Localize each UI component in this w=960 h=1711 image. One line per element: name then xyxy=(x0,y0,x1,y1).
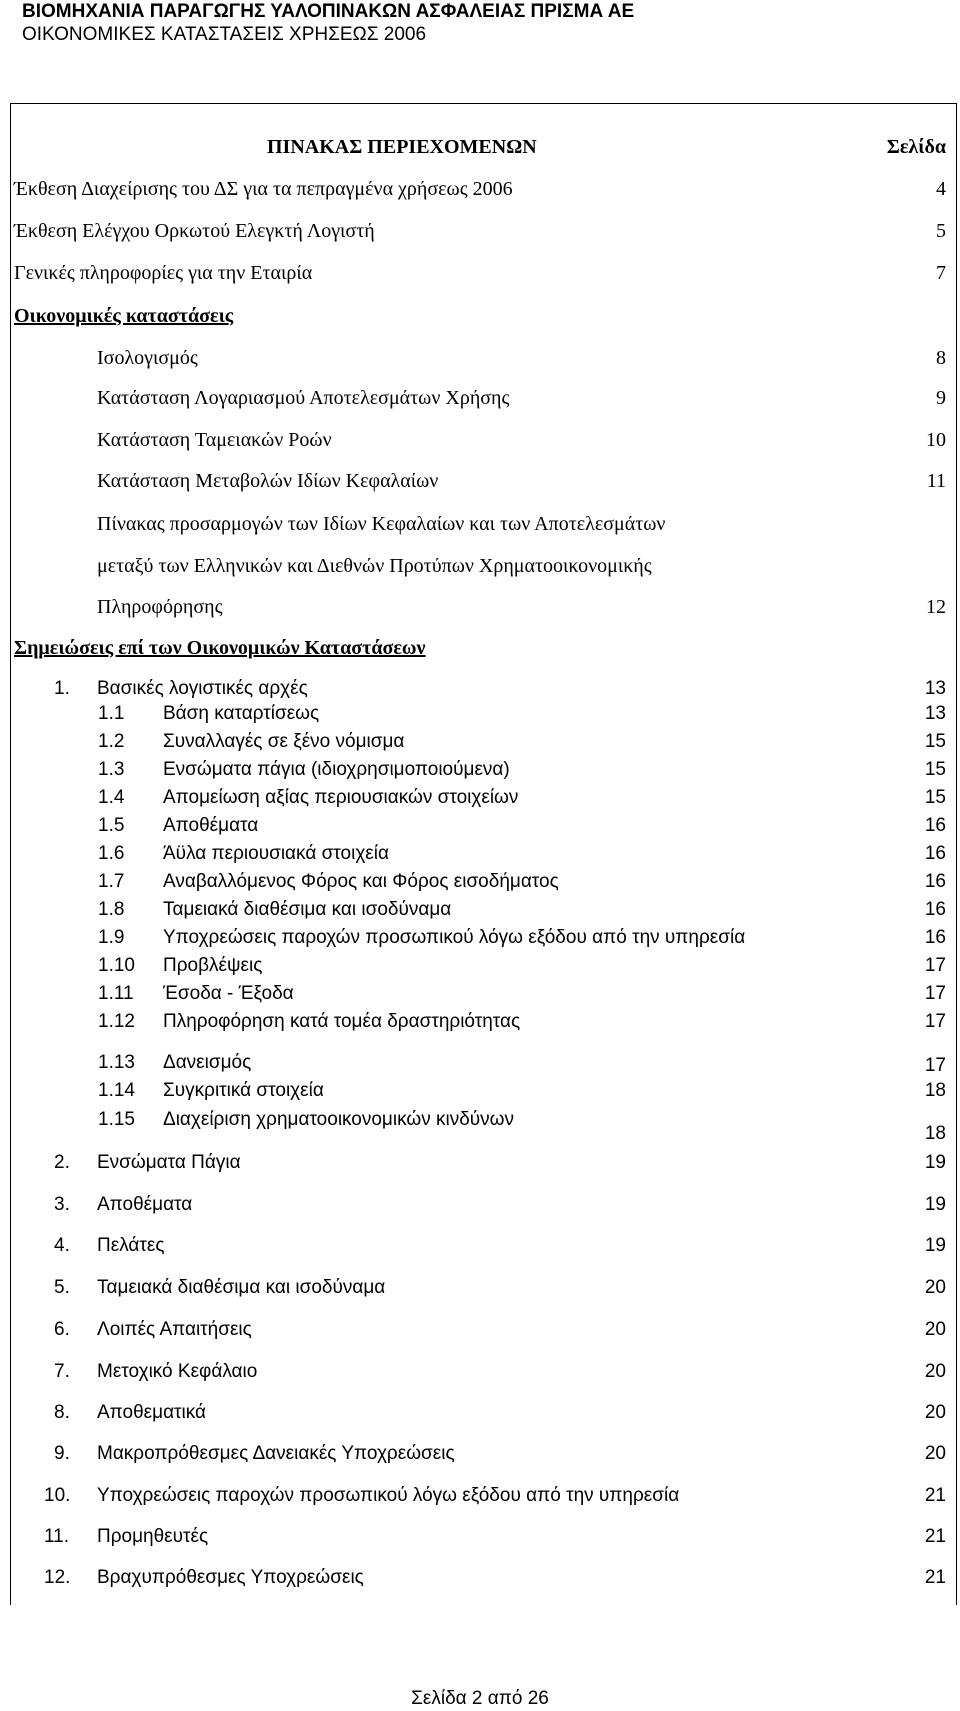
note-label: Αποθέματα xyxy=(97,1194,193,1215)
toc-entry-page: 7 xyxy=(936,262,946,284)
note-label: Υποχρεώσεις παροχών προσωπικού λόγω εξόδου από την υπηρεσία xyxy=(97,1485,680,1506)
note-label: Βασικές λογιστικές αρχές xyxy=(97,678,308,699)
page-footer: Σελίδα 2 από 26 xyxy=(411,1688,549,1709)
sub-item-page: 17 xyxy=(924,1011,946,1032)
toc-entry-page: 10 xyxy=(926,429,946,451)
note-label: Λοιπές Απαιτήσεις xyxy=(97,1319,252,1340)
toc-entry-label: Κατάσταση Μεταβολών Ιδίων Κεφαλαίων xyxy=(97,470,439,492)
sub-item-label: Ταμειακά διαθέσιμα και ισοδύναμα xyxy=(163,899,452,920)
sub-item-page: 17 xyxy=(924,955,946,976)
toc-entry-label: Γενικές πληροφορίες για την Εταιρία xyxy=(14,262,313,284)
note-label: Πελάτες xyxy=(97,1235,165,1256)
sub-item-number: 1.15 xyxy=(98,1109,135,1130)
sub-item-number: 1.7 xyxy=(98,871,125,892)
note-number: 10. xyxy=(44,1485,71,1506)
sub-item-label: Αναβαλλόμενος Φόρος και Φόρος εισοδήματος xyxy=(163,871,559,892)
sub-item-number: 1.4 xyxy=(98,787,125,808)
sub-item-label: Έσοδα - Έξοδα xyxy=(163,983,294,1004)
toc-entry-page: 5 xyxy=(936,220,946,242)
sub-item-label: Υποχρεώσεις παροχών προσωπικού λόγω εξόδου από την υπηρεσία xyxy=(163,927,746,948)
toc-title: ΠΙΝΑΚΑΣ ΠΕΡΙΕΧΟΜΕΝΩΝ xyxy=(267,136,537,158)
sub-item-page: 18 xyxy=(924,1080,946,1101)
sub-item-number: 1.3 xyxy=(98,759,125,780)
toc-entry-label: Κατάσταση Λογαριασμού Αποτελεσμάτων Χρήσης xyxy=(97,387,510,409)
note-label: Ταμειακά διαθέσιμα και ισοδύναμα xyxy=(97,1277,386,1298)
toc-entry-label: Κατάσταση Ταμειακών Ροών xyxy=(97,429,332,451)
sub-item-label: Συγκριτικά στοιχεία xyxy=(163,1080,324,1101)
note-number: 1. xyxy=(54,678,70,699)
note-number: 7. xyxy=(54,1361,70,1382)
toc-entry-page: 12 xyxy=(926,596,946,618)
sub-item-label: Βάση καταρτίσεως xyxy=(163,703,320,724)
sub-item-number: 1.11 xyxy=(98,983,134,1004)
note-page: 20 xyxy=(924,1361,946,1382)
toc-entry-label: Ισολογισμός xyxy=(97,347,198,369)
sub-item-page: 16 xyxy=(924,815,946,836)
sub-item-label: Αποθέματα xyxy=(163,815,259,836)
sub-item-number: 1.14 xyxy=(98,1080,135,1101)
sub-item-label: Προβλέψεις xyxy=(163,955,263,976)
toc-entry-label: Έκθεση Ελέγχου Ορκωτού Ελεγκτή Λογιστή xyxy=(14,220,375,242)
sub-item-number: 1.5 xyxy=(98,815,125,836)
sub-item-number: 1.9 xyxy=(98,927,125,948)
sub-item-page: 17 xyxy=(924,983,946,1004)
page-column-header: Σελίδα xyxy=(886,136,946,158)
sub-item-number: 1.1 xyxy=(98,703,125,724)
note-label: Μακροπρόθεσμες Δανειακές Υποχρεώσεις xyxy=(97,1443,455,1464)
note-page: 21 xyxy=(924,1567,946,1588)
toc-entry-label: Πίνακας προσαρμογών των Ιδίων Κεφαλαίων και των Αποτελεσμάτων xyxy=(97,513,666,535)
note-number: 3. xyxy=(54,1194,70,1215)
notes-heading: Σημειώσεις επί των Οικονομικών Καταστάσεων xyxy=(14,637,426,659)
sub-item-label: Δανεισμός xyxy=(163,1052,252,1073)
note-page: 13 xyxy=(924,678,946,699)
sub-item-page: 18 xyxy=(924,1123,946,1144)
sub-item-number: 1.10 xyxy=(98,955,135,976)
note-page: 19 xyxy=(924,1194,946,1215)
sub-item-page: 13 xyxy=(924,703,946,724)
sub-item-number: 1.8 xyxy=(98,899,125,920)
sub-item-label: Απομείωση αξίας περιουσιακών στοιχείων xyxy=(163,787,519,808)
toc-entry-page: 11 xyxy=(926,470,946,492)
sub-item-label: Άϋλα περιουσιακά στοιχεία xyxy=(163,843,389,864)
sub-item-page: 15 xyxy=(924,731,946,752)
sub-item-number: 1.12 xyxy=(98,1011,135,1032)
sub-item-page: 16 xyxy=(924,843,946,864)
note-page: 20 xyxy=(924,1319,946,1340)
note-number: 4. xyxy=(54,1235,70,1256)
sub-item-label: Διαχείριση χρηματοοικονομικών κινδύνων xyxy=(163,1109,515,1130)
note-number: 11. xyxy=(44,1526,70,1547)
sub-item-page: 17 xyxy=(924,1055,946,1076)
financial-statements-heading: Οικονομικές καταστάσεις xyxy=(14,305,234,327)
sub-item-label: Πληροφόρηση κατά τομέα δραστηριότητας xyxy=(163,1011,521,1032)
note-page: 21 xyxy=(924,1526,946,1547)
sub-item-label: Ενσώματα πάγια (ιδιοχρησιμοποιούμενα) xyxy=(163,759,510,780)
company-name: ΒΙΟΜΗΧΑΝΙΑ ΠΑΡΑΓΩΓΗΣ ΥΑΛΟΠΙΝΑΚΩΝ ΑΣΦΑΛΕΙΑΣ ΠΡΙΣΜΑ ΑΕ xyxy=(22,1,635,22)
note-page: 21 xyxy=(924,1485,946,1506)
note-page: 20 xyxy=(924,1402,946,1423)
note-label: Βραχυπρόθεσμες Υποχρεώσεις xyxy=(97,1567,364,1588)
note-number: 5. xyxy=(54,1277,70,1298)
note-number: 6. xyxy=(54,1319,70,1340)
note-label: Μετοχικό Κεφάλαιο xyxy=(97,1361,258,1382)
toc-entry-label: μεταξύ των Ελληνικών και Διεθνών Προτύπων Χρηματοοικονομικής xyxy=(97,555,652,577)
sub-item-number: 1.6 xyxy=(98,843,125,864)
sub-item-page: 16 xyxy=(924,927,946,948)
note-label: Ενσώματα Πάγια xyxy=(97,1152,241,1173)
sub-item-page: 15 xyxy=(924,787,946,808)
note-label: Προμηθευτές xyxy=(97,1526,209,1547)
sub-item-number: 1.13 xyxy=(98,1052,135,1073)
note-number: 9. xyxy=(54,1443,70,1464)
sub-item-page: 16 xyxy=(924,899,946,920)
note-number: 2. xyxy=(54,1152,70,1173)
toc-entry-page: 4 xyxy=(936,178,946,200)
note-page: 19 xyxy=(924,1235,946,1256)
note-page: 19 xyxy=(924,1152,946,1173)
toc-entry-page: 9 xyxy=(936,387,946,409)
toc-entry-page: 8 xyxy=(936,347,946,369)
sub-item-number: 1.2 xyxy=(98,731,125,752)
toc-entry-label: Πληροφόρησης xyxy=(97,596,223,618)
sub-item-label: Συναλλαγές σε ξένο νόμισμα xyxy=(163,731,405,752)
note-page: 20 xyxy=(924,1443,946,1464)
sub-item-page: 16 xyxy=(924,871,946,892)
note-label: Αποθεματικά xyxy=(97,1402,207,1423)
note-number: 12. xyxy=(44,1567,71,1588)
note-page: 20 xyxy=(924,1277,946,1298)
report-subtitle: ΟΙΚΟΝΟΜΙΚΕΣ ΚΑΤΑΣΤΑΣΕΙΣ ΧΡΗΣΕΩΣ 2006 xyxy=(22,24,427,45)
note-number: 8. xyxy=(54,1402,70,1423)
toc-entry-label: Έκθεση Διαχείρισης του ΔΣ για τα πεπραγμένα χρήσεως 2006 xyxy=(14,178,513,200)
sub-item-page: 15 xyxy=(924,759,946,780)
